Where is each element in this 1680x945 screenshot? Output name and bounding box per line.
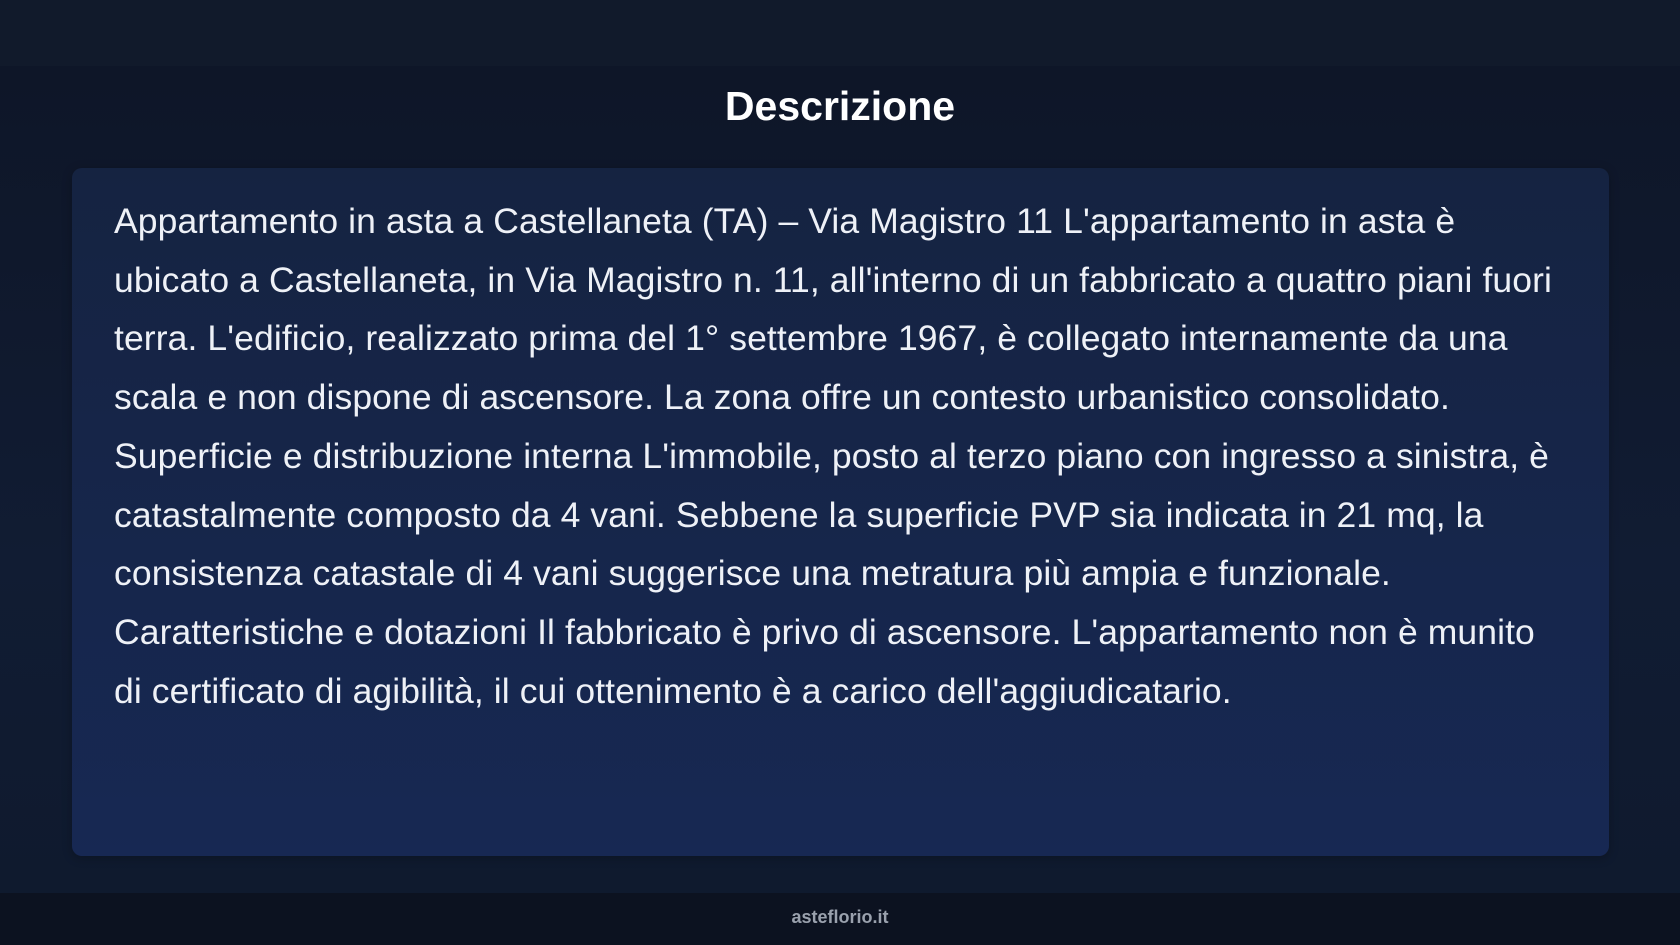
footer <box>0 893 1680 945</box>
description-card <box>72 168 1609 856</box>
description-text: Appartamento in asta a Castellaneta (TA) – Via Magistro 11 L'appartamento in asta è ubicato a Castellaneta, in Via Magistro n. 11, all'interno di un fabbricato a quattro piani fuori terra. L'edificio, realizzato prima del 1° settembre 1967, è collegato internamente da una scala e non dispone di ascensore. La zona offre un contesto urbanistico consolidato. Superficie e distribuzione interna L'immobile, posto al terzo piano con ingresso a sinistra, è catastalmente composto da 4 vani. Sebbene la superficie PVP sia indicata in 21 mq, la consistenza catastale di 4 vani suggerisce una metratura più ampia e funzionale. Caratteristiche e dotazioni Il fabbricato è privo di ascensore. L'appartamento non è munito di certificato di agibilità, il cui ottenimento è a carico dell'aggiudicatario. <box>114 201 1553 711</box>
top-bar <box>0 0 1680 66</box>
page-title: Descrizione <box>724 83 956 129</box>
footer-site-label: asteflorio.it <box>791 907 889 927</box>
